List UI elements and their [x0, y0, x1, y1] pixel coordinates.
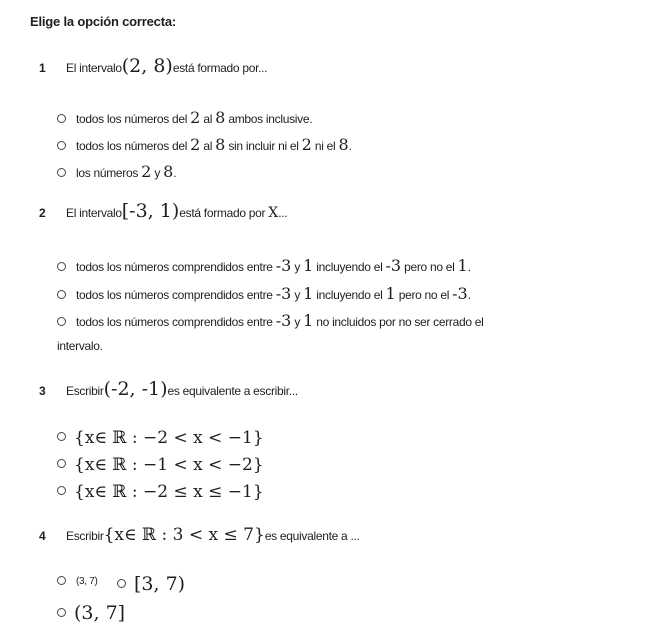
question-text-end: es equivalente a escribir...	[167, 384, 298, 398]
radio-button[interactable]	[117, 579, 126, 588]
radio-button[interactable]	[57, 262, 66, 271]
option-2c-wrap: intervalo.	[57, 339, 103, 353]
radio-button[interactable]	[57, 141, 66, 150]
question-number: 3	[39, 384, 46, 398]
question-text-end: es equivalente a ...	[264, 529, 360, 543]
radio-button[interactable]	[57, 290, 66, 299]
option-2a[interactable]: todos los números comprendidos entre -3 y 1 incluyendo el -3 pero no el 1.	[57, 256, 471, 275]
question-text-end: está formado por	[179, 206, 269, 220]
question-interval: [-3, 1)	[121, 200, 180, 222]
question-number: 2	[39, 206, 46, 220]
question-text: El intervalo	[66, 206, 122, 220]
option-3c[interactable]: {x∈ ℝ : −2 ≤ x ≤ −1}	[57, 482, 264, 502]
radio-button[interactable]	[57, 459, 66, 468]
question-1	[39, 55, 267, 77]
radio-button[interactable]	[57, 486, 66, 495]
option-4c[interactable]: (3, 7]	[57, 602, 125, 624]
question-interval: (2, 8)	[121, 55, 173, 77]
question-text: El intervalo	[66, 61, 122, 75]
question-3	[39, 378, 298, 400]
radio-button[interactable]	[57, 317, 66, 326]
question-set: {x∈ ℝ : 3 < x ≤ 7}	[103, 525, 265, 545]
option-1c[interactable]: los números 2 y 8.	[57, 162, 176, 181]
page-title: Elige la opción correcta:	[30, 14, 176, 29]
radio-button[interactable]	[57, 576, 66, 585]
question-text-end: está formado por...	[172, 61, 268, 75]
question-text: Escribir	[66, 384, 104, 398]
question-interval: (-2, -1)	[103, 378, 168, 400]
question-number: 1	[39, 61, 46, 75]
option-2c[interactable]: todos los números comprendidos entre -3 y 1 no incluidos por no ser cerrado el	[57, 311, 484, 330]
option-3b[interactable]: {x∈ ℝ : −1 < x < −2}	[57, 455, 264, 475]
radio-button[interactable]	[57, 432, 66, 441]
question-2: 2 El intervalo[-3, 1)está formado por X...	[39, 200, 288, 222]
radio-button[interactable]	[57, 608, 66, 617]
radio-button[interactable]	[57, 114, 66, 123]
option-4a[interactable]: (3, 7)	[57, 576, 98, 587]
radio-button[interactable]	[57, 168, 66, 177]
option-1a[interactable]: todos los números del 2 al 8 ambos inclusive.	[57, 108, 312, 127]
option-2b[interactable]: todos los números comprendidos entre -3 y 1 incluyendo el 1 pero no el -3.	[57, 284, 471, 303]
option-4b[interactable]: [3, 7)	[117, 573, 185, 595]
option-3a[interactable]: {x∈ ℝ : −2 < x < −1}	[57, 428, 264, 448]
question-number: 4	[39, 529, 46, 543]
question-4	[39, 525, 360, 545]
question-text: Escribir	[66, 529, 104, 543]
option-1b[interactable]: todos los números del 2 al 8 sin incluir ni el 2 ni el 8.	[57, 135, 352, 154]
